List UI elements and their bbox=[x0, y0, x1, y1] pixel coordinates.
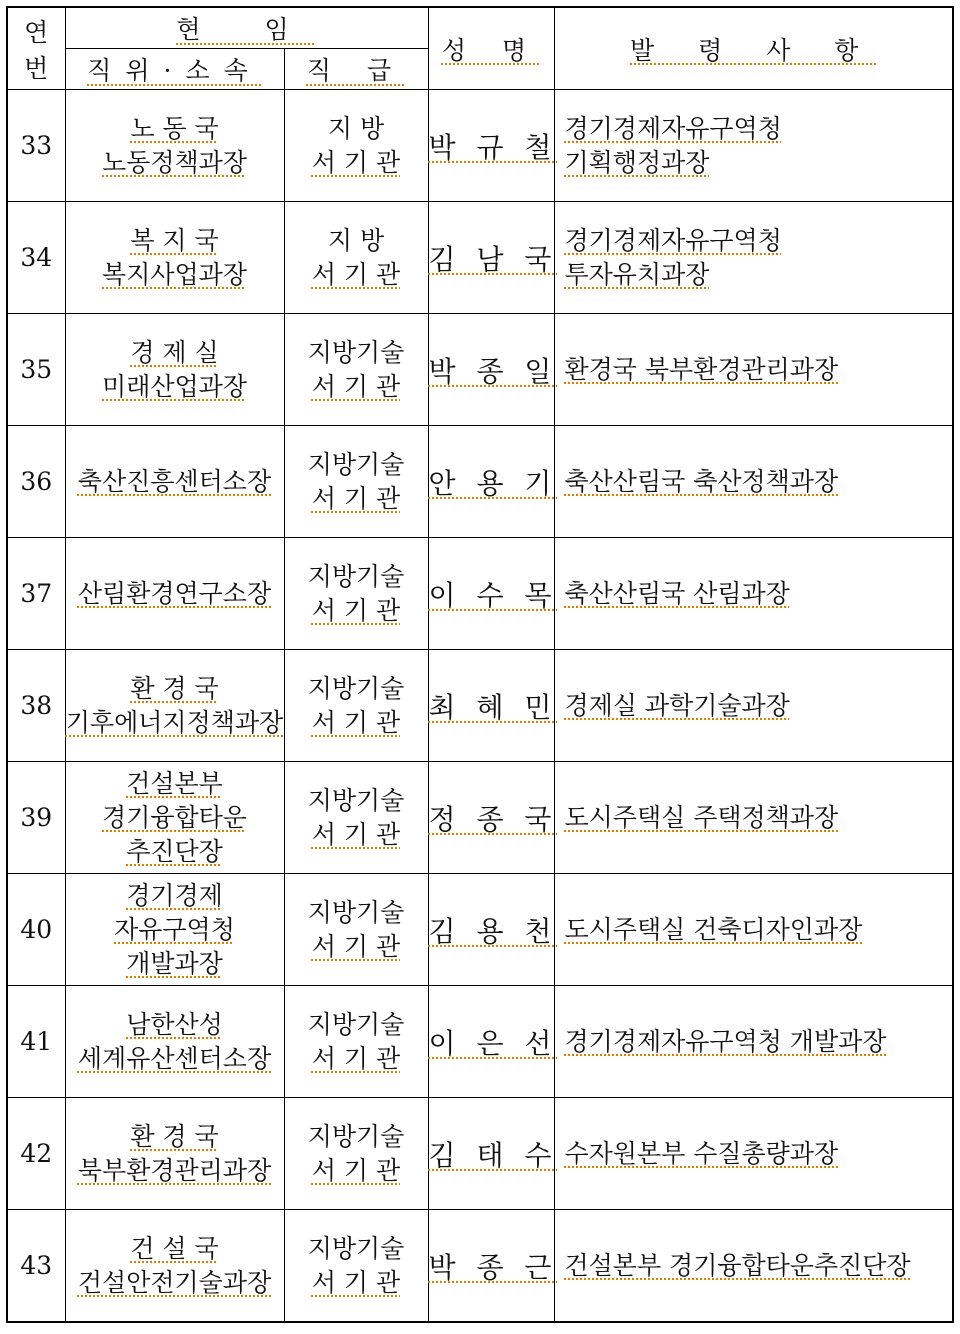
grade-cell bbox=[284, 314, 428, 426]
header-row-top bbox=[7, 7, 953, 49]
position-cell-line: 복지사업과장 bbox=[102, 259, 247, 289]
name-cell-line: 김 태 수 bbox=[428, 1138, 558, 1172]
row-number bbox=[7, 314, 65, 426]
table-row bbox=[7, 762, 953, 874]
grade-cell-line: 서 기 관 bbox=[311, 707, 401, 737]
grade-cell-line: 지방기술 bbox=[307, 673, 405, 703]
assignment-cell bbox=[554, 986, 953, 1098]
position-cell-line: 남한산성 bbox=[126, 1009, 223, 1039]
row-number bbox=[7, 1210, 65, 1323]
assignment-cell bbox=[554, 538, 953, 650]
assignment-cell-line: 투자유치과장 bbox=[564, 259, 710, 289]
name-cell bbox=[428, 986, 558, 1098]
position-cell bbox=[65, 426, 284, 538]
assignment-cell bbox=[554, 202, 953, 314]
position-cell bbox=[65, 90, 284, 202]
position-cell-line: 건 설 국 bbox=[130, 1233, 219, 1263]
row-number bbox=[7, 762, 65, 874]
name-cell-line: 박 규 철 bbox=[428, 130, 558, 164]
name-cell bbox=[428, 762, 558, 874]
position-cell-line: 세계유산센터소장 bbox=[77, 1043, 272, 1073]
table-row bbox=[7, 874, 953, 986]
position-cell-line: 개발과장 bbox=[126, 948, 223, 978]
grade-cell bbox=[284, 762, 428, 874]
position-cell bbox=[65, 538, 284, 650]
assignment-cell bbox=[554, 874, 953, 986]
position-cell-line: 추진단장 bbox=[126, 836, 223, 866]
grade-cell-line: 지방기술 bbox=[307, 1121, 405, 1151]
row-number bbox=[7, 538, 65, 650]
assignment-cell-line: 건설본부 경기융합타운추진단장 bbox=[564, 1250, 911, 1280]
name-cell-line: 안 용 기 bbox=[428, 466, 558, 500]
grade-cell-line: 서 기 관 bbox=[311, 931, 401, 961]
header-grade: 직 급 bbox=[284, 49, 428, 90]
assignment-cell bbox=[554, 1210, 953, 1323]
row-number bbox=[7, 426, 65, 538]
assignment-cell-line: 경제실 과학기술과장 bbox=[564, 690, 790, 720]
position-cell-line: 경기융합타운 bbox=[102, 802, 247, 832]
assignment-cell bbox=[554, 650, 953, 762]
grade-cell bbox=[284, 426, 428, 538]
assignment-cell-line: 수자원본부 수질총량과장 bbox=[564, 1138, 839, 1168]
row-number bbox=[7, 90, 65, 202]
grade-cell-line: 지방기술 bbox=[307, 897, 405, 927]
header-name: 성 명 bbox=[428, 7, 554, 90]
row-number-line: 36 bbox=[20, 467, 53, 496]
header-no bbox=[7, 7, 65, 90]
table-row bbox=[7, 90, 953, 202]
grade-cell-line: 서 기 관 bbox=[311, 1043, 401, 1073]
row-number-line: 39 bbox=[20, 803, 53, 832]
grade-cell bbox=[284, 986, 428, 1098]
assignment-cell-line: 기획행정과장 bbox=[564, 147, 710, 177]
position-cell bbox=[65, 874, 284, 986]
row-number-line: 34 bbox=[20, 243, 53, 272]
position-cell-line: 축산진흥센터소장 bbox=[77, 466, 272, 496]
grade-cell-line: 지방기술 bbox=[307, 1009, 405, 1039]
grade-cell-line: 서 기 관 bbox=[311, 371, 401, 401]
grade-cell-line: 지방기술 bbox=[307, 1233, 405, 1263]
table-row bbox=[7, 314, 953, 426]
name-cell-line: 정 종 국 bbox=[428, 802, 558, 836]
assignment-cell-line: 도시주택실 건축디자인과장 bbox=[564, 914, 863, 944]
row-number bbox=[7, 986, 65, 1098]
grade-cell-line: 지 방 bbox=[327, 225, 385, 255]
table-row bbox=[7, 1210, 953, 1323]
table-body bbox=[7, 90, 953, 1323]
grade-cell bbox=[284, 1098, 428, 1210]
row-number-line: 43 bbox=[20, 1251, 53, 1280]
position-cell-line: 기후에너지정책과장 bbox=[65, 707, 284, 737]
table-row bbox=[7, 650, 953, 762]
row-number-line: 37 bbox=[20, 579, 53, 608]
position-cell-line: 산림환경연구소장 bbox=[77, 578, 272, 608]
grade-cell-line: 서 기 관 bbox=[311, 483, 401, 513]
row-number-line: 40 bbox=[20, 915, 53, 944]
grade-cell bbox=[284, 90, 428, 202]
position-cell bbox=[65, 1210, 284, 1323]
assignment-cell bbox=[554, 426, 953, 538]
header-current: 현 임 bbox=[65, 7, 428, 49]
assignment-cell bbox=[554, 90, 953, 202]
grade-cell-line: 서 기 관 bbox=[311, 147, 401, 177]
header-assignment: 발 령 사 항 bbox=[554, 7, 953, 90]
position-cell bbox=[65, 650, 284, 762]
table-row bbox=[7, 1098, 953, 1210]
header-position-affiliation: 직위·소속 bbox=[65, 49, 284, 90]
grade-cell-line: 서 기 관 bbox=[311, 595, 401, 625]
table-row bbox=[7, 426, 953, 538]
name-cell bbox=[428, 538, 558, 650]
row-number-line: 35 bbox=[20, 355, 53, 384]
assignment-cell-line: 축산산림국 축산정책과장 bbox=[564, 466, 839, 496]
position-cell-line: 미래산업과장 bbox=[102, 371, 247, 401]
position-cell-line: 노동정책과장 bbox=[102, 147, 247, 177]
name-cell bbox=[428, 90, 558, 202]
header-no-bottom: 번 bbox=[24, 53, 49, 83]
grade-cell bbox=[284, 538, 428, 650]
position-cell-line: 자유구역청 bbox=[114, 914, 235, 944]
grade-cell-line: 서 기 관 bbox=[311, 819, 401, 849]
assignment-cell-line: 경기경제자유구역청 bbox=[564, 113, 782, 143]
row-number bbox=[7, 1098, 65, 1210]
row-number bbox=[7, 650, 65, 762]
table-row bbox=[7, 538, 953, 650]
position-cell bbox=[65, 986, 284, 1098]
grade-cell bbox=[284, 1210, 428, 1323]
position-cell-line: 건설안전기술과장 bbox=[77, 1267, 272, 1297]
position-cell bbox=[65, 762, 284, 874]
name-cell-line: 이 수 목 bbox=[428, 578, 558, 612]
assignment-cell-line: 경기경제자유구역청 bbox=[564, 225, 782, 255]
name-cell bbox=[428, 874, 558, 986]
name-cell-line: 박 종 일 bbox=[428, 354, 558, 388]
header-no-top: 연 bbox=[24, 17, 49, 47]
name-cell-line: 이 은 선 bbox=[428, 1026, 558, 1060]
grade-cell-line: 지방기술 bbox=[307, 785, 405, 815]
assignment-cell-line: 경기경제자유구역청 개발과장 bbox=[564, 1026, 887, 1056]
position-cell-line: 경기경제 bbox=[126, 880, 223, 910]
grade-cell-line: 서 기 관 bbox=[311, 1267, 401, 1297]
grade-cell-line: 지방기술 bbox=[307, 561, 405, 591]
position-cell-line: 복 지 국 bbox=[130, 225, 219, 255]
row-number-line: 33 bbox=[20, 131, 53, 160]
grade-cell-line: 서 기 관 bbox=[311, 1155, 401, 1185]
name-cell bbox=[428, 314, 558, 426]
name-cell-line: 김 용 천 bbox=[428, 914, 558, 948]
row-number bbox=[7, 202, 65, 314]
position-cell bbox=[65, 202, 284, 314]
table-row bbox=[7, 986, 953, 1098]
assignment-cell bbox=[554, 1098, 953, 1210]
name-cell bbox=[428, 426, 558, 538]
name-cell-line: 최 혜 민 bbox=[428, 690, 558, 724]
grade-cell-line: 지 방 bbox=[327, 113, 385, 143]
name-cell bbox=[428, 202, 558, 314]
grade-cell bbox=[284, 874, 428, 986]
assignment-cell-line: 환경국 북부환경관리과장 bbox=[564, 354, 839, 384]
position-cell-line: 환 경 국 bbox=[130, 673, 219, 703]
row-number-line: 38 bbox=[20, 691, 53, 720]
name-cell bbox=[428, 650, 558, 762]
row-number-line: 41 bbox=[20, 1027, 53, 1056]
name-cell bbox=[428, 1210, 558, 1323]
table-row bbox=[7, 202, 953, 314]
personnel-table bbox=[6, 6, 954, 1323]
grade-cell bbox=[284, 650, 428, 762]
grade-cell-line: 지방기술 bbox=[307, 449, 405, 479]
grade-cell-line: 서 기 관 bbox=[311, 259, 401, 289]
assignment-cell bbox=[554, 314, 953, 426]
position-cell bbox=[65, 1098, 284, 1210]
grade-cell-line: 지방기술 bbox=[307, 337, 405, 367]
position-cell bbox=[65, 314, 284, 426]
assignment-cell bbox=[554, 762, 953, 874]
assignment-cell-line: 도시주택실 주택정책과장 bbox=[564, 802, 839, 832]
position-cell-line: 북부환경관리과장 bbox=[77, 1155, 272, 1185]
row-number bbox=[7, 874, 65, 986]
position-cell-line: 노 동 국 bbox=[130, 113, 219, 143]
name-cell-line: 박 종 근 bbox=[428, 1250, 558, 1284]
position-cell-line: 건설본부 bbox=[126, 768, 223, 798]
position-cell-line: 경 제 실 bbox=[130, 337, 219, 367]
row-number-line: 42 bbox=[20, 1139, 53, 1168]
name-cell bbox=[428, 1098, 558, 1210]
position-cell-line: 환 경 국 bbox=[130, 1121, 219, 1151]
name-cell-line: 김 남 국 bbox=[428, 242, 558, 276]
assignment-cell-line: 축산산림국 산림과장 bbox=[564, 578, 790, 608]
grade-cell bbox=[284, 202, 428, 314]
